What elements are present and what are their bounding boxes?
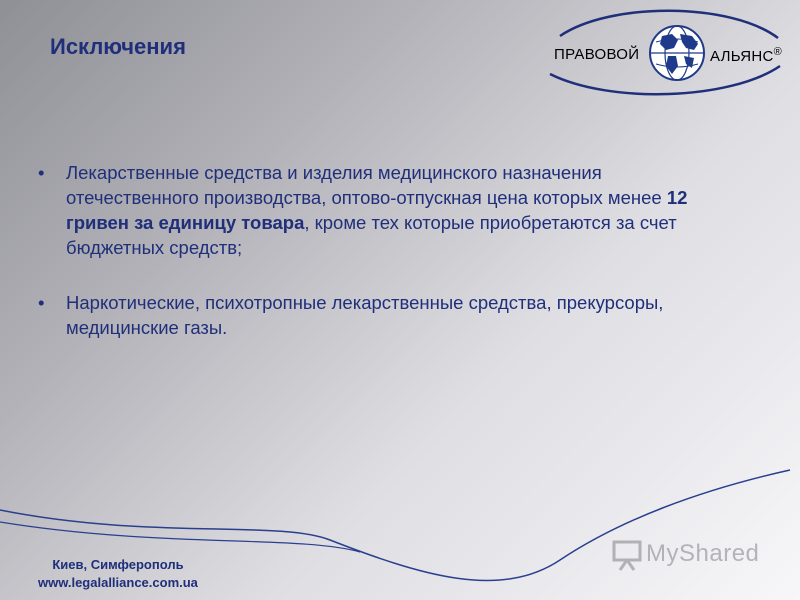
bullet-item-medicines: [34, 160, 734, 260]
logo-text-left: ПРАВОВОЙ: [554, 46, 640, 63]
bullet-item-narcotics: [34, 290, 734, 340]
logo-text-right: [710, 46, 782, 65]
bullet-text: Наркотические, психотропные лекарственные средства, прекурсоры, медицинские газы.: [66, 292, 664, 338]
bullet-text-bold: 12 гривен за единицу товара: [66, 187, 688, 233]
globe-icon: [648, 24, 706, 82]
presentation-board-icon: [610, 538, 644, 572]
bullet-text-after: , кроме тех которые приобретаются за счет бюджетных средств;: [66, 212, 677, 258]
myshared-watermark: [610, 536, 770, 576]
registered-mark: ®: [773, 46, 783, 58]
bullet-marker: •: [38, 292, 45, 313]
company-logo: [540, 8, 790, 98]
bullet-text-before: Лекарственные средства и изделия медицинского назначения отечественного производства, оптово-отпускная цена которых менее: [66, 162, 667, 208]
footer-website[interactable]: www.legalalliance.com.ua: [38, 575, 198, 590]
footer: [38, 556, 198, 592]
logo-right-word: АЛЬЯНС: [710, 48, 774, 65]
slide-title: Исключения: [50, 34, 186, 59]
bullet-list: [34, 160, 734, 370]
watermark-text: MyShared: [646, 540, 760, 567]
footer-cities: Киев, Симферополь: [52, 557, 184, 572]
bullet-marker: •: [38, 162, 45, 183]
